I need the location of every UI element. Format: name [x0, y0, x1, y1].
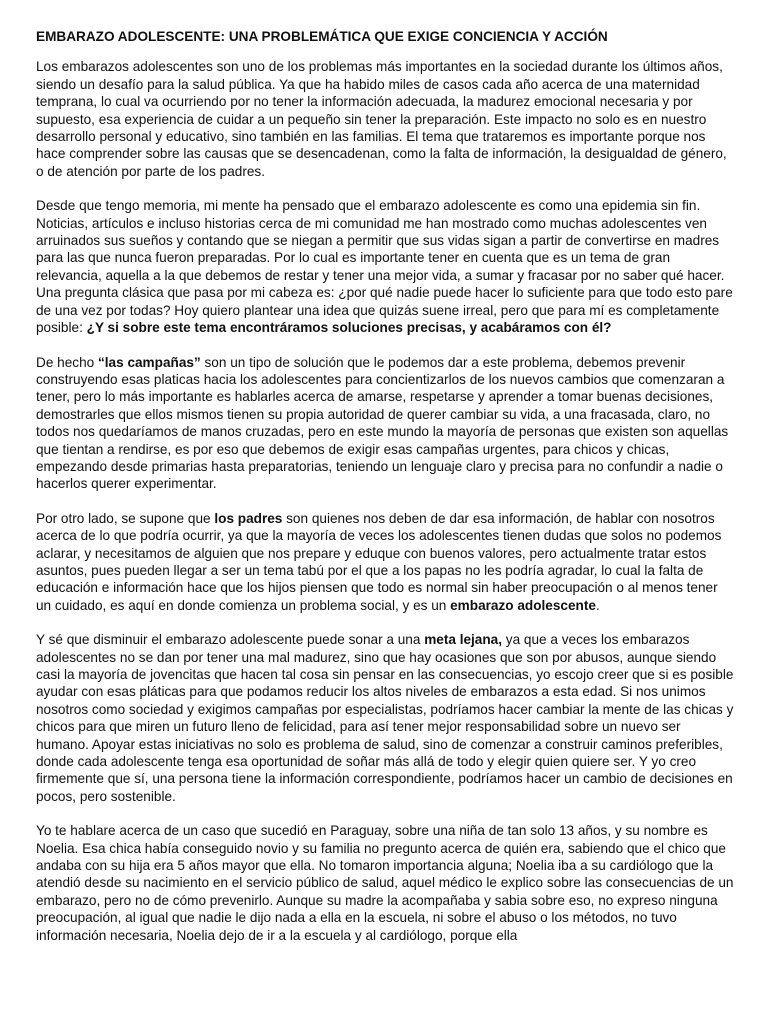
document-page — [36, 28, 736, 961]
paragraph-text: Por otro lado, se supone que — [36, 510, 215, 526]
paragraph-text: ya que a veces los embarazos adolescentes no se dan por tener una mal madurez, sino que hay ocasiones que son por abusos, aunque siendo casi la mayoría de jovencitas que hacen tal cosa sin pensar en las consecuencias, yo escojo creer que si es posible ayudar con esas pláticas para que podamos reducir los altos niveles de embarazos a esta edad. Si nos unimos nosotros como sociedad y exigimos campañas por especialistas, podríamos hacer cambiar la mente de las chicas y chicos para que miren un futuro lleno de felicidad, para así tener mejor responsabilidad sobre un nuevo ser humano. Apoyar estas iniciativas no solo es problema de salud, sino de comenzar a construir caminos preferibles, donde cada adolescente tenga esa oportunidad de soñar más allá de todo y elegir quien quiere ser. Y yo creo firmemente que sí, una persona tiene la información correspondiente, podríamos hacer un cambio de decisiones en pocos, pero sostenible. — [36, 632, 734, 804]
paragraph-memory — [36, 197, 736, 336]
paragraph-text: son quienes nos deben de dar esa información, de hablar con nosotros acerca de lo que podría ocurrir, ya que la mayoría de veces los adolescentes tienen dudas que solos no podemos aclarar, y necesitamos de alguien que nos prepare y eduque con buenos valores, pero actualmente tratar estos asuntos, pues pueden llegar a ser un tema tabú por el que a los papas no les podría agradar, lo cual la falta de educación e información hace que los hijos piensen que todo es normal sin haber preocupación o al menos tener un cuidado, es aquí en donde comienza un problema social, y es un — [36, 510, 722, 613]
document-title: EMBARAZO ADOLESCENTE: UNA PROBLEMÁTICA QUE EXIGE CONCIENCIA Y ACCIÓN — [36, 29, 608, 44]
paragraph-text: son un tipo de solución que le podemos dar a este problema, debemos prevenir construyendo esas platicas hacia los adolescentes para concientizarlos de los nuevos cambios que comenzaran a tener, pero lo más importante es hablarles acerca de amarse, respetarse y aprender a tomar buenas decisiones, demostrarles que ellos mismos tienen su propia autoridad de querer cambiar su vida, a una fracasada, claro, no todos nos quedaríamos de manos cruzadas, pero en este mundo la mayoría de personas que existen son aquellas que tientan a rendirse, es por eso que debemos de exigir esas campañas urgentes, para chicos y chicas, empezando desde primarias hasta preparatorias, teniendo un lenguaje claro y precisa para no confundir a nadie o hacerlos querer experimentar. — [36, 354, 729, 492]
paragraph-intro — [36, 58, 736, 180]
paragraph-text: Yo te hablare acerca de un caso que sucedió en Paraguay, sobre una niña de tan solo 13 años, y su nombre es Noelia. Esa chica había conseguido novio y su familia no pregunto acerca de quién era, sabiendo que el chico que andaba con su hija era 5 años mayor que ella. No tomaron importancia alguna; Noelia iba a su cardiólogo que la atendió desde su nacimiento en el servicio público de salud, aquel médico le explico sobre las consecuencias de un embarazo, pero no de cómo prevenirlo. Aunque su madre la acompañaba y sabia sobre eso, no expreso ninguna preocupación, al igual que nadie le dijo nada a ella en la escuela, ni sobre el abuso o los métodos, no tuvo información necesaria, Noelia dejo de ir a la escuela y al cardiólogo, porque ella — [36, 823, 734, 943]
paragraph-text: Y sé que disminuir el embarazo adolescente puede sonar a una — [36, 632, 425, 648]
bold-teen-pregnancy: embarazo adolescente — [450, 597, 596, 613]
paragraph-text: De hecho — [36, 354, 98, 370]
paragraph-case — [36, 822, 736, 944]
bold-campaigns: “las campañas” — [97, 354, 201, 370]
paragraph-text: . — [595, 597, 600, 613]
paragraph-goal — [36, 631, 736, 805]
paragraph-text: Desde que tengo memoria, mi mente ha pensado que el embarazo adolescente es como una epidemia sin fin. Noticias, artículos e incluso historias cerca de mi comunidad me han mostrado como muchas adolescentes ven arruinados sus sueños y contando que se niegan a permitir que sus vidas sigan a partir de convertirse en madres para las que nunca fueron preparadas. Por lo cual es importante tener en cuenta que es un tema de gran relevancia, aquella a la que debemos de restar y tener una mejor vida, a sumar y fracasar por no saber qué hacer. Una pregunta clásica que pasa por mi cabeza es: ¿por qué nadie puede hacer lo suficiente para que todo esto pare de una vez por todas? Hoy quiero plantear una idea que quizás suene irreal, pero que para mí es completamente posible: — [36, 198, 733, 336]
paragraph-parents — [36, 510, 736, 614]
bold-question: ¿Y si sobre este tema encontráramos soluciones precisas, y acabáramos con él? — [86, 320, 612, 336]
bold-goal: meta lejana, — [424, 632, 503, 648]
paragraph-text: Los embarazos adolescentes son uno de los problemas más importantes en la sociedad durante los últimos años, siendo un desafío para la salud pública. Ya que ha habido miles de casos cada año acerca de una maternidad temprana, lo cual va ocurriendo por no tener la información adecuada, la madurez emocional necesaria y por supuesto, esa experiencia de cuidar a un pequeño sin tener la preparación. Este impacto no solo es en nuestro desarrollo personal y educativo, sino también en las familias. El tema que trataremos es importante porque nos hace comprender sobre las causas que se desencadenan, como la falta de información, la desigualdad de género, o de atención por parte de los padres. — [36, 59, 727, 179]
paragraph-campaigns — [36, 354, 736, 493]
bold-parents: los padres — [214, 510, 283, 526]
